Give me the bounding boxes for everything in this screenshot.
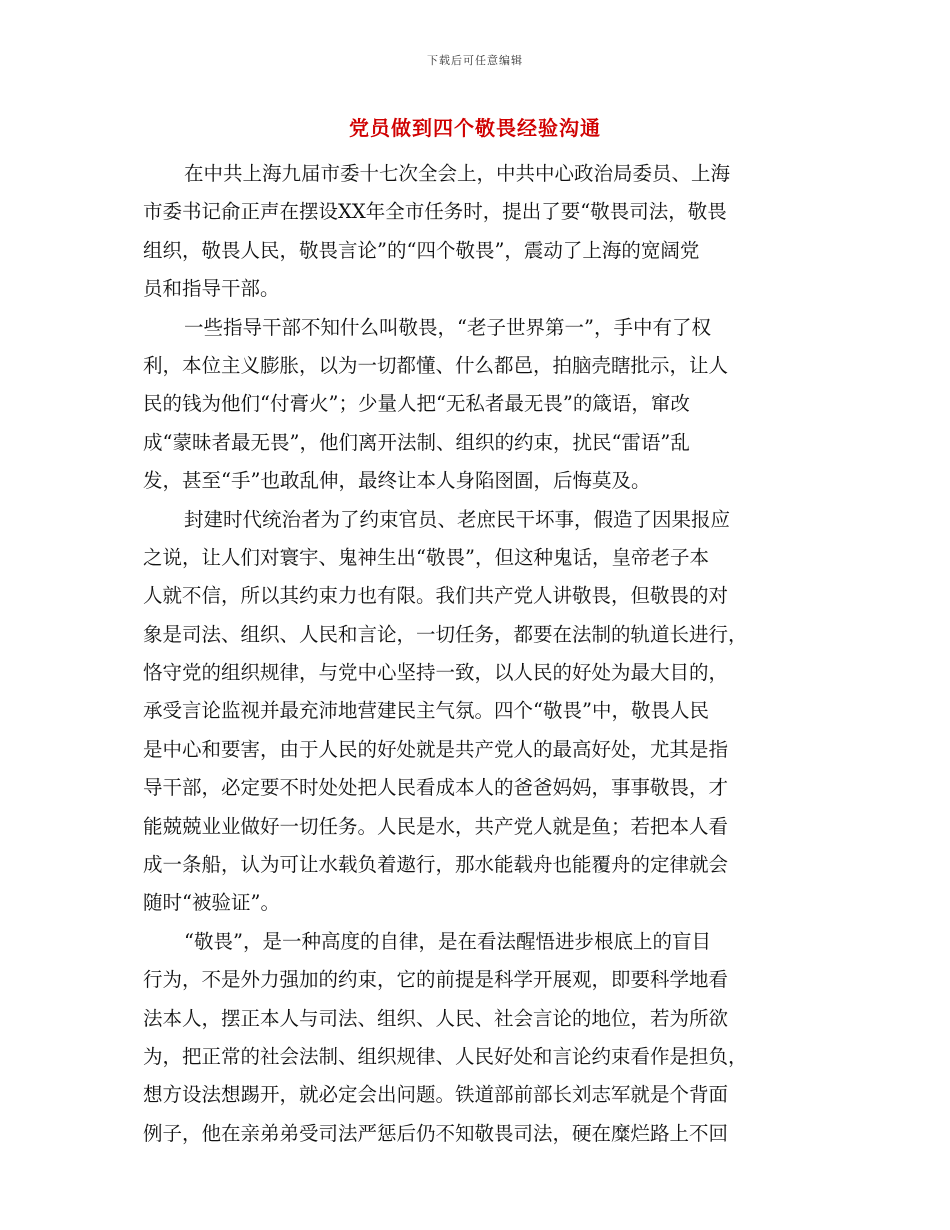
paragraph-line: 行为，不是外力强加的约束，它的前提是科学开展观，即要科学地看 <box>143 968 729 992</box>
paragraph-4 <box>143 923 803 1153</box>
paragraph-line: 人就不信，所以其约束力也有限。我们共产党人讲敬畏，但敬畏的对 <box>143 584 729 608</box>
paragraph-line: 发，甚至“手”也敢乱伸，最终让本人身陷囹圄，后悔莫及。 <box>143 469 651 493</box>
paragraph-line: 能兢兢业业做好一切任务。人民是水，共产党人就是鱼；若把本人看 <box>143 814 729 838</box>
paragraph-line: 导干部，必定要不时处处把人民看成本人的爸爸妈妈，事事敬畏，才 <box>143 776 729 800</box>
paragraph-line: 恪守党的组织规律，与党中心坚持一致，以人民的好处为最大目的， <box>143 661 729 685</box>
document-body <box>143 155 803 1153</box>
paragraph-line: 象是司法、组织、人民和言论，一切任务，都要在法制的轨道长进行， <box>143 622 748 646</box>
paragraph-line: 在中共上海九届市委十七次全会上，中共中心政治局委员、上海 <box>184 162 731 185</box>
header-note: 下载后可任意编辑 <box>427 54 523 67</box>
paragraph-line: 为，把正常的社会法制、组织规律、人民好处和言论约束看作是担负， <box>143 1044 748 1068</box>
paragraph-3 <box>143 501 803 923</box>
paragraph-line: 员和指导干部。 <box>143 277 280 301</box>
paragraph-1 <box>143 155 803 309</box>
paragraph-line: 承受言论监视并最充沛地营建民主气氛。四个“敬畏”中，敬畏人民 <box>143 699 709 723</box>
paragraph-line: 是中心和要害，由于人民的好处就是共产党人的最高好处，尤其是指 <box>143 737 729 761</box>
paragraph-line: 成“蒙昧者最无畏”，他们离开法制、组织的约束，扰民“雷语”乱 <box>143 430 690 454</box>
paragraph-line: 想方设法想踢开，就必定会出问题。铁道部前部长刘志军就是个背面 <box>143 1083 729 1107</box>
paragraph-line: 民的钱为他们“付膏火”；少量人把“无私者最无畏”的箴语，窜改 <box>143 392 690 416</box>
paragraph-line: 一些指导干部不知什么叫敬畏，“老子世界第一”，手中有了权 <box>184 315 711 339</box>
paragraph-line: 随时“被验证”。 <box>143 891 280 915</box>
paragraph-line: “敬畏”，是一种高度的自律，是在看法醒悟进步根底上的盲目 <box>184 929 711 953</box>
paragraph-line: 例子，他在亲弟弟受司法严惩后仍不知敬畏司法，硬在糜烂路上不回 <box>143 1121 729 1145</box>
paragraph-2 <box>143 309 803 501</box>
paragraph-line: 市委书记俞正声在摆设XX年全市任务时，提出了要“敬畏司法，敬畏 <box>143 200 727 224</box>
paragraph-line: 利，本位主义膨胀，以为一切都懂、什么都邑，拍脑壳瞎批示，让人 <box>143 353 729 377</box>
paragraph-line: 成一条船，认为可让水载负着遨行，那水能载舟也能覆舟的定律就会 <box>143 853 729 877</box>
paragraph-line: 组织，敬畏人民，敬畏言论”的“四个敬畏”，震动了上海的宽阔党 <box>143 238 700 262</box>
paragraph-line: 封建时代统治者为了约束官员、老庶民干坏事，假造了因果报应 <box>184 507 731 531</box>
document-title: 党员做到四个敬畏经验沟通 <box>349 116 601 140</box>
paragraph-line: 法本人，摆正本人与司法、组织、人民、社会言论的地位，若为所欲 <box>143 1006 729 1030</box>
paragraph-line: 之说，让人们对寰宇、鬼神生出“敬畏”，但这种鬼话，皇帝老子本 <box>143 545 709 569</box>
